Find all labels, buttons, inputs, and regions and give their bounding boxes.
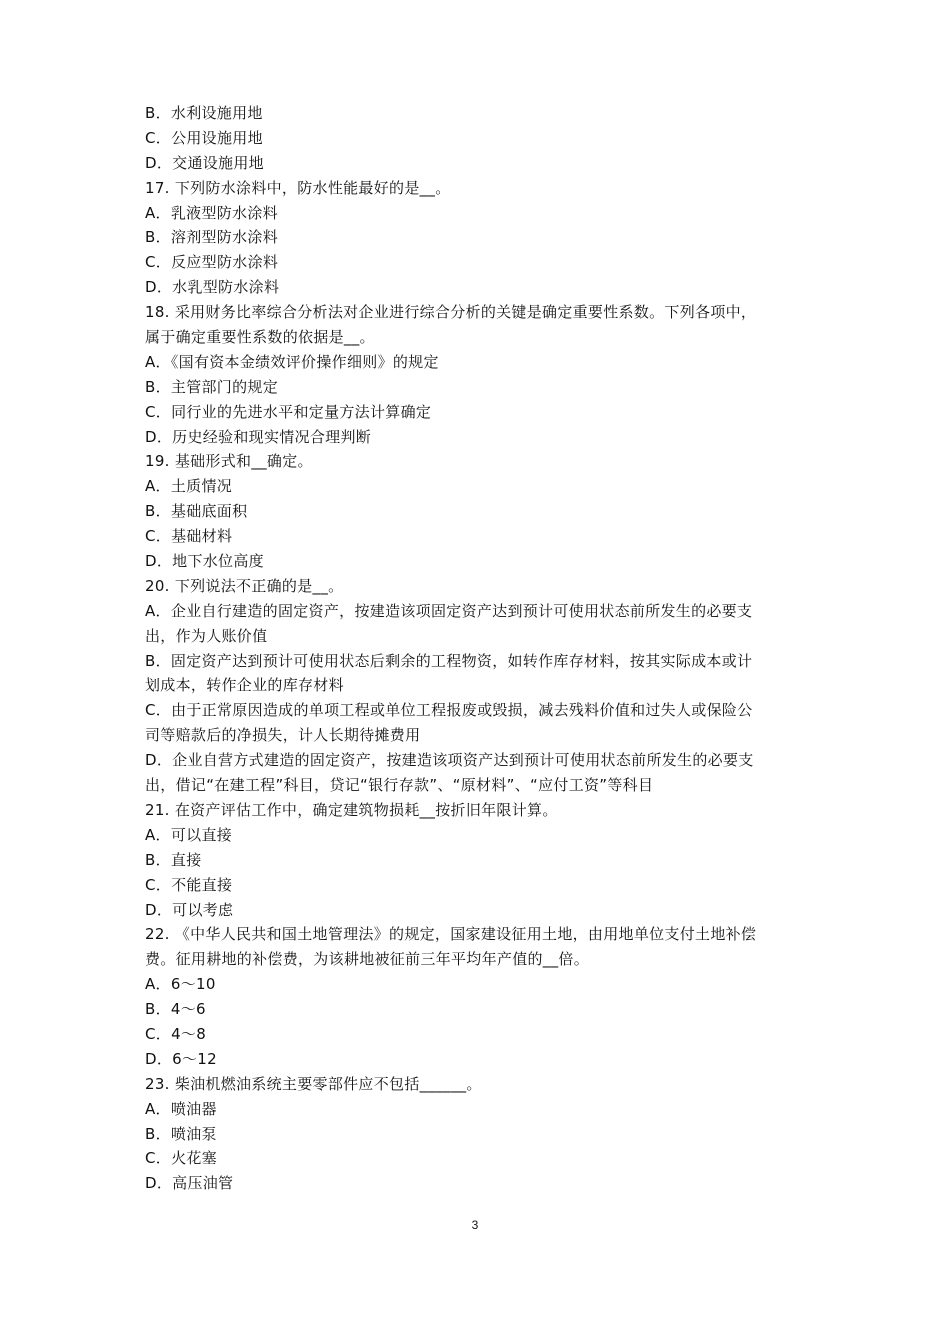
text-line: C．同行业的先进水平和定量方法计算确定 xyxy=(145,402,432,421)
text-line: C．由于正常原因造成的单项工程或单位工程报废或毁损，减去残料价值和过失人或保险公 xyxy=(145,701,753,720)
question-20: 20. 下列说法不正确的是__。 xyxy=(145,576,344,595)
text-line: D．水乳型防水涂料 xyxy=(145,278,280,297)
page-number: 3 xyxy=(471,1218,479,1232)
text-line: C．基础材料 xyxy=(145,527,233,546)
text-line: 司等赔款后的净损失，计人长期待摊费用 xyxy=(145,726,421,745)
text-line: A．可以直接 xyxy=(145,825,233,844)
text-line: B．4～6 xyxy=(145,1000,206,1019)
text-line: B．直接 xyxy=(145,850,202,869)
text-line: B．水利设施用地 xyxy=(145,104,263,122)
text-line: C．公用设施用地 xyxy=(145,128,263,147)
text-line: 划成本，转作企业的库存材料 xyxy=(145,676,344,695)
text-line: 费。征用耕地的补偿费，为该耕地被征前三年平均年产值的__倍。 xyxy=(145,950,590,969)
text-line: A．土质情况 xyxy=(145,477,233,496)
document-body xyxy=(145,101,825,1196)
text-line: 出，作为人账价值 xyxy=(145,626,268,645)
text-line: B．喷油泵 xyxy=(145,1124,217,1143)
text-line: C．反应型防水涂料 xyxy=(145,253,279,272)
text-line: D．可以考虑 xyxy=(145,900,234,919)
question-17: 17. 下列防水涂料中，防水性能最好的是__。 xyxy=(145,178,451,197)
text-line: B．固定资产达到预计可使用状态后剩余的工程物资，如转作库存材料，按其实际成本或计 xyxy=(145,651,753,670)
question-21: 21. 在资产评估工作中，确定建筑物损耗__按折旧年限计算。 xyxy=(145,800,558,819)
text-line: D．历史经验和现实情况合理判断 xyxy=(145,427,372,446)
text-line: A．6～10 xyxy=(145,975,216,994)
text-line: D．6～12 xyxy=(145,1049,217,1068)
text-line: A．喷油器 xyxy=(145,1099,217,1118)
text-line: C．4～8 xyxy=(145,1024,207,1043)
text-line: A．《国有资本金绩效评价操作细则》的规定 xyxy=(145,352,439,371)
text-line: C．不能直接 xyxy=(145,875,233,894)
text-line: 属于确定重要性系数的依据是__。 xyxy=(145,328,375,347)
question-23: 23. 柴油机燃油系统主要零部件应不包括______。 xyxy=(145,1074,482,1093)
text-line: B．溶剂型防水涂料 xyxy=(145,228,278,247)
question-18: 18. 采用财务比率综合分析法对企业进行综合分析的关键是确定重要性系数。下列各项中， xyxy=(145,303,757,322)
text-line: B．主管部门的规定 xyxy=(145,377,278,396)
text-line: 出，借记“在建工程”科目，贷记“银行存款”、“原材料”、“应付工资”等科目 xyxy=(145,776,654,795)
text-line: A．乳液型防水涂料 xyxy=(145,203,278,222)
question-19: 19. 基础形式和__确定。 xyxy=(145,452,313,471)
question-22: 22. 《中华人民共和国土地管理法》的规定，国家建设征用土地，由用地单位支付土地补偿 xyxy=(145,925,757,944)
text-line: D．交通设施用地 xyxy=(145,153,264,172)
text-line: B．基础底面积 xyxy=(145,502,248,521)
text-line: C．火花塞 xyxy=(145,1149,217,1168)
text-line: A．企业自行建造的固定资产，按建造该项固定资产达到预计可使用状态前所发生的必要支 xyxy=(145,601,753,620)
text-line: D．高压油管 xyxy=(145,1174,234,1193)
text-line: D．企业自营方式建造的固定资产，按建造该项资产达到预计可使用状态前所发生的必要支 xyxy=(145,751,754,770)
text-line: D．地下水位高度 xyxy=(145,552,264,571)
